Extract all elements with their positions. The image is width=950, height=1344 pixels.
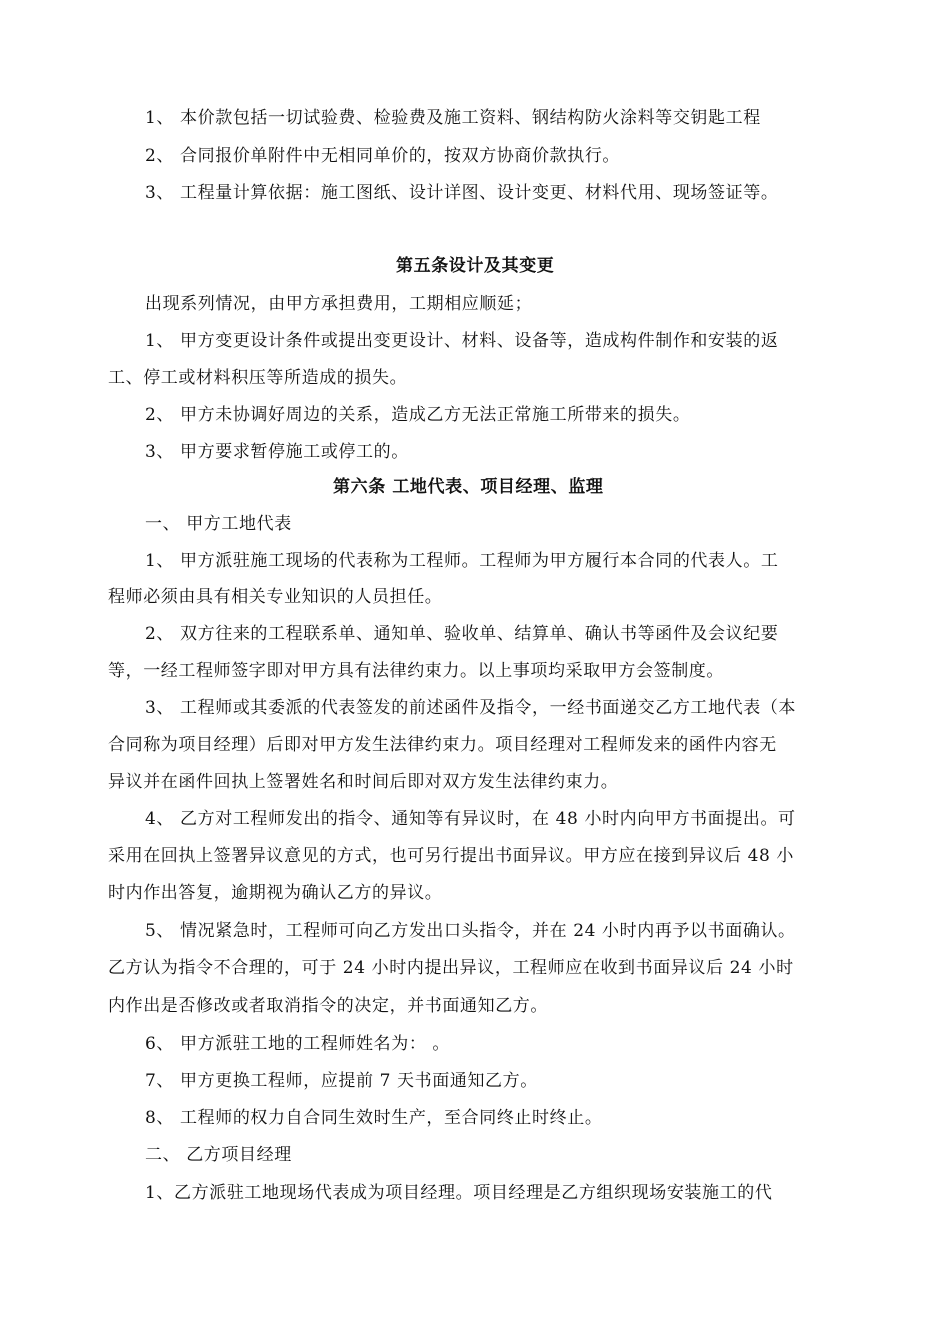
sub2-item-1-line-1: 1、乙方派驻工地现场代表成为项目经理。项目经理是乙方组织现场安装施工的代 [145,1183,773,1203]
sub1-item-3-line-3: 异议并在函件回执上签署姓名和时间后即对双方发生法律约束力。 [108,772,619,792]
sub1-item-7: 7、 甲方更换工程师，应提前 7 天书面通知乙方。 [145,1071,538,1091]
section-5-item-3: 3、 甲方要求暂停施工或停工的。 [145,442,409,462]
sub1-item-6: 6、 甲方派驻工地的工程师姓名为： 。 [145,1034,451,1054]
section-5-item-1-line-1: 1、 甲方变更设计条件或提出变更设计、材料、设备等，造成构件制作和安装的返 [145,331,779,351]
sub1-item-4-line-2: 采用在回执上签署异议意见的方式，也可另行提出书面异议。甲方应在接到异议后 48 小 [108,846,795,866]
section-5-intro: 出现系列情况，由甲方承担费用，工期相应顺延； [145,294,533,314]
section-6-heading: 第六条 工地代表、项目经理、监理 [333,477,604,497]
section-5-item-1-line-2: 工、停工或材料积压等所造成的损失。 [108,368,408,388]
subsection-1-title: 一、 甲方工地代表 [145,514,292,534]
sub1-item-8: 8、 工程师的权力自合同生效时生产，至合同终止时终止。 [145,1108,603,1128]
sub1-item-3-line-1: 3、 工程师或其委派的代表签发的前述函件及指令，一经书面递交乙方工地代表（本 [145,698,797,718]
clause-4-item-3: 3、 工程量计算依据：施工图纸、设计详图、设计变更、材料代用、现场签证等。 [145,183,779,203]
sub1-item-5-line-2: 乙方认为指令不合理的，可于 24 小时内提出异议，工程师应在收到书面异议后 24 小时 [108,958,794,978]
sub1-item-5-line-3: 内作出是否修改或者取消指令的决定，并书面通知乙方。 [108,996,548,1016]
sub1-item-1-line-2: 程师必须由具有相关专业知识的人员担任。 [108,587,443,607]
clause-4-item-2: 2、 合同报价单附件中无相同单价的，按双方协商价款执行。 [145,146,621,166]
section-5-item-2: 2、 甲方未协调好周边的关系，造成乙方无法正常施工所带来的损失。 [145,405,691,425]
sub1-item-1-line-1: 1、 甲方派驻施工现场的代表称为工程师。工程师为甲方履行本合同的代表人。工 [145,551,779,571]
section-5-heading: 第五条设计及其变更 [396,256,555,276]
sub1-item-3-line-2: 合同称为项目经理）后即对甲方发生法律约束力。项目经理对工程师发来的函件内容无 [108,735,777,755]
sub1-item-4-line-1: 4、 乙方对工程师发出的指令、通知等有异议时，在 48 小时内向甲方书面提出。可 [145,809,796,829]
sub1-item-4-line-3: 时内作出答复，逾期视为确认乙方的异议。 [108,883,443,903]
sub1-item-2-line-1: 2、 双方往来的工程联系单、通知单、验收单、结算单、确认书等函件及会议纪要 [145,624,779,644]
sub1-item-5-line-1: 5、 情况紧急时，工程师可向乙方发出口头指令，并在 24 小时内再予以书面确认。 [145,921,796,941]
sub1-item-2-line-2: 等，一经工程师签字即对甲方具有法律约束力。以上事项均采取甲方会签制度。 [108,661,724,681]
clause-4-item-1: 1、 本价款包括一切试验费、检验费及施工资料、钢结构防火涂料等交钥匙工程 [145,108,761,128]
subsection-2-title: 二、 乙方项目经理 [145,1145,292,1165]
